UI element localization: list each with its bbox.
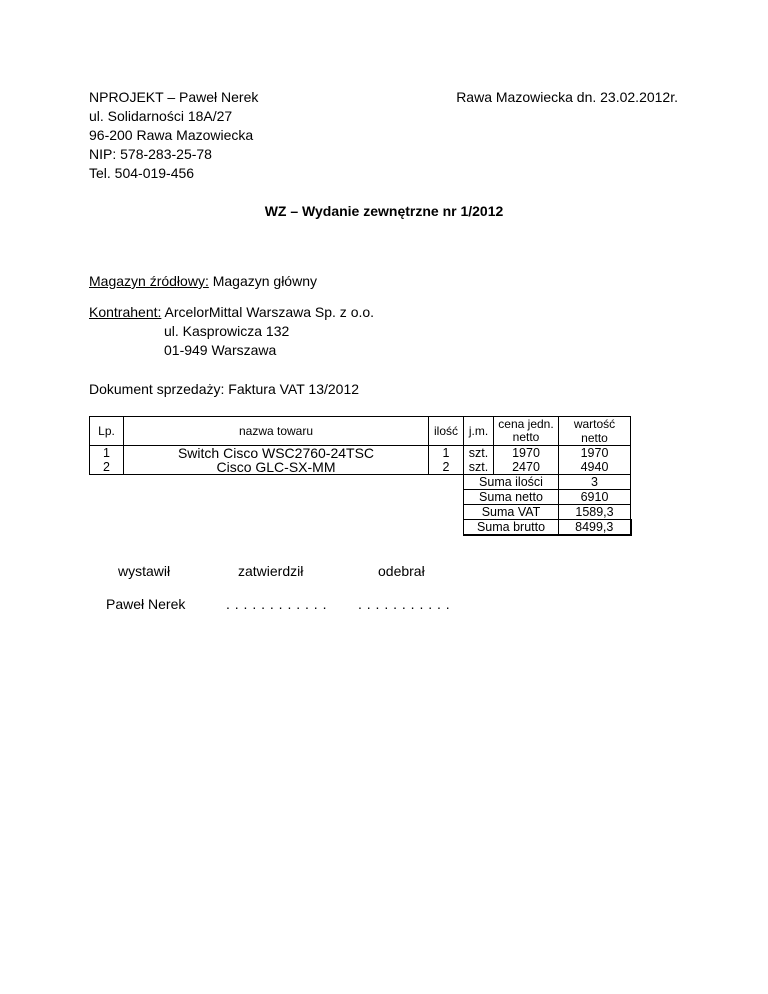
row-qty: 2 bbox=[429, 460, 464, 475]
summary-label: Suma ilości bbox=[464, 475, 559, 490]
row-name: Cisco GLC-SX-MM bbox=[124, 460, 429, 475]
contractor-name: ArcelorMittal Warszawa Sp. z o.o. bbox=[161, 304, 375, 320]
seller-name: NPROJEKT – Paweł Nerek bbox=[89, 89, 259, 105]
sales-document: Dokument sprzedaży: Faktura VAT 13/2012 bbox=[89, 381, 360, 397]
summary-value: 3 bbox=[559, 475, 631, 490]
summary-row bbox=[90, 520, 631, 536]
table-header bbox=[90, 417, 631, 446]
seller-city: 96-200 Rawa Mazowiecka bbox=[89, 127, 254, 143]
summary-row bbox=[90, 505, 631, 520]
items-table bbox=[89, 416, 632, 536]
table-row bbox=[90, 460, 631, 475]
document-title: WZ – Wydanie zewnętrzne nr 1/2012 bbox=[264, 203, 504, 219]
approved-dots: . . . . . . . . . . . . bbox=[226, 596, 327, 612]
header-unit: j.m. bbox=[464, 417, 494, 446]
row-value: 4940 bbox=[559, 460, 631, 475]
row-unit: szt. bbox=[464, 446, 494, 461]
row-value: 1970 bbox=[559, 446, 631, 461]
place-date: Rawa Mazowiecka dn. 23.02.2012r. bbox=[456, 89, 678, 105]
warehouse-line bbox=[89, 272, 317, 291]
warehouse-value: Magazyn główny bbox=[208, 273, 317, 289]
summary-value: 8499,3 bbox=[559, 520, 631, 536]
row-unit: szt. bbox=[464, 460, 494, 475]
summary-value: 6910 bbox=[559, 490, 631, 505]
row-price: 2470 bbox=[494, 460, 559, 475]
contractor-street: ul. Kasprowicza 132 bbox=[164, 323, 290, 339]
seller-nip: NIP: 578-283-25-78 bbox=[89, 146, 212, 162]
summary-label: Suma brutto bbox=[464, 520, 559, 536]
contractor-city: 01-949 Warszawa bbox=[164, 342, 277, 358]
row-price: 1970 bbox=[494, 446, 559, 461]
row-lp: 2 bbox=[90, 460, 124, 475]
summary-row bbox=[90, 490, 631, 505]
summary-value: 1589,3 bbox=[559, 505, 631, 520]
issued-label: wystawił bbox=[118, 563, 171, 579]
summary-label: Suma VAT bbox=[464, 505, 559, 520]
seller-block bbox=[89, 88, 258, 183]
issued-name: Paweł Nerek bbox=[106, 596, 186, 612]
row-qty: 1 bbox=[429, 446, 464, 461]
header-price-line2: netto bbox=[512, 430, 540, 444]
seller-tel: Tel. 504-019-456 bbox=[89, 165, 195, 181]
table-row bbox=[90, 446, 631, 461]
header-price bbox=[494, 417, 559, 446]
header-qty: ilość bbox=[429, 417, 464, 446]
received-label: odebrał bbox=[378, 563, 425, 579]
row-name: Switch Cisco WSC2760-24TSC bbox=[124, 446, 429, 461]
summary-row bbox=[90, 475, 631, 490]
summary-label: Suma netto bbox=[464, 490, 559, 505]
warehouse-label: Magazyn źródłowy: bbox=[89, 273, 209, 289]
seller-street: ul. Solidarności 18A/27 bbox=[89, 108, 233, 124]
header-name: nazwa towaru bbox=[124, 417, 429, 446]
received-dots: . . . . . . . . . . . bbox=[358, 596, 451, 612]
header-value: wartość netto bbox=[559, 417, 631, 446]
header-price-line1: cena jedn. bbox=[498, 417, 554, 431]
contractor-block bbox=[89, 303, 374, 360]
row-lp: 1 bbox=[90, 446, 124, 461]
header-lp: Lp. bbox=[90, 417, 124, 446]
contractor-label: Kontrahent: bbox=[89, 304, 162, 320]
approved-label: zatwierdził bbox=[238, 563, 304, 579]
